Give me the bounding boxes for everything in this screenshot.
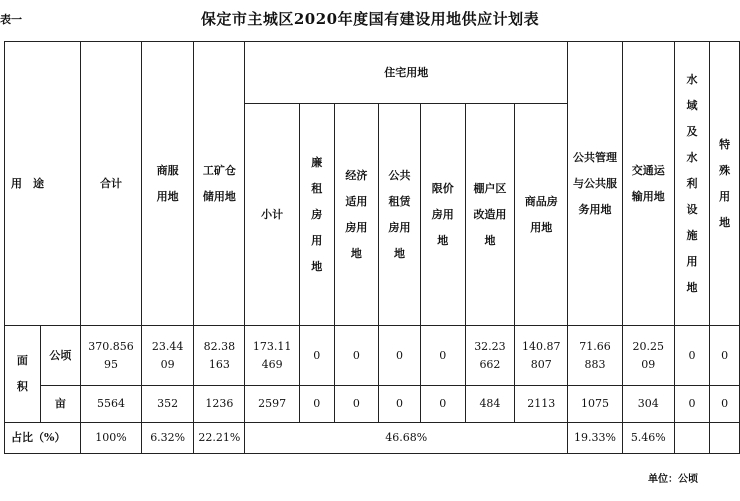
residential-header: 住宅用地: [245, 42, 568, 104]
affordable-header: 经济适用房用地: [334, 104, 379, 326]
ratio-water: [674, 423, 710, 454]
price-limited-header: 限价房用地: [420, 104, 465, 326]
mu-affordable: 0: [334, 386, 379, 423]
hectare-shantytown: 32.23662: [465, 326, 515, 386]
mu-commodity: 2113: [515, 386, 568, 423]
hectare-special: 0: [710, 326, 740, 386]
ratio-total: 100%: [81, 423, 142, 454]
mu-low-rent: 0: [300, 386, 335, 423]
hectare-public-mgmt: 71.66883: [568, 326, 623, 386]
mu-transport: 304: [622, 386, 674, 423]
hectare-industrial: 82.38163: [194, 326, 245, 386]
hectare-public-rental: 0: [379, 326, 421, 386]
total-header: 合计: [81, 42, 142, 326]
mu-special: 0: [710, 386, 740, 423]
mu-commercial: 352: [141, 386, 194, 423]
hectare-total: 370.85695: [81, 326, 142, 386]
ratio-label: 占比（%）: [5, 423, 81, 454]
table-label: 表一: [0, 13, 22, 26]
special-header: 特殊用地: [710, 42, 740, 326]
ratio-transport: 5.46%: [622, 423, 674, 454]
mu-shantytown: 484: [465, 386, 515, 423]
public-mgmt-header: 公共管理与公共服务用地: [568, 42, 623, 326]
ratio-residential: 46.68%: [245, 423, 568, 454]
mu-public-mgmt: 1075: [568, 386, 623, 423]
mu-label: 亩: [40, 386, 81, 423]
mu-subtotal: 2597: [245, 386, 300, 423]
land-supply-table: [4, 41, 740, 454]
hectare-low-rent: 0: [300, 326, 335, 386]
commodity-header: 商品房用地: [515, 104, 568, 326]
hectare-price-limited: 0: [420, 326, 465, 386]
hectare-affordable: 0: [334, 326, 379, 386]
hectare-commercial: 23.4409: [141, 326, 194, 386]
area-label: 面积: [5, 326, 41, 423]
shantytown-header: 棚户区改造用地: [465, 104, 515, 326]
hectare-row: [5, 326, 740, 386]
mu-public-rental: 0: [379, 386, 421, 423]
ratio-row: [5, 423, 740, 454]
mu-water: 0: [674, 386, 710, 423]
mu-price-limited: 0: [420, 386, 465, 423]
hectare-label: 公顷: [40, 326, 81, 386]
mu-total: 5564: [81, 386, 142, 423]
commercial-header: 商服用地: [141, 42, 194, 326]
page-title: 保定市主城区2020年度国有建设用地供应计划表: [200, 10, 540, 28]
ratio-public-mgmt: 19.33%: [568, 423, 623, 454]
usage-header: 用 途: [5, 42, 81, 326]
industrial-header: 工矿仓储用地: [194, 42, 245, 326]
water-header: 水域及水利设施用地: [674, 42, 710, 326]
ratio-industrial: 22.21%: [194, 423, 245, 454]
hectare-transport: 20.2509: [622, 326, 674, 386]
subtotal-header: 小计: [245, 104, 300, 326]
unit-note: 单位：公顷: [648, 474, 698, 485]
mu-industrial: 1236: [194, 386, 245, 423]
low-rent-header: 廉租房用地: [300, 104, 335, 326]
public-rental-header: 公共租赁房用地: [379, 104, 421, 326]
ratio-commercial: 6.32%: [141, 423, 194, 454]
hectare-water: 0: [674, 326, 710, 386]
transport-header: 交通运输用地: [622, 42, 674, 326]
ratio-special: [710, 423, 740, 454]
hectare-commodity: 140.87807: [515, 326, 568, 386]
mu-row: [5, 386, 740, 423]
hectare-subtotal: 173.11469: [245, 326, 300, 386]
